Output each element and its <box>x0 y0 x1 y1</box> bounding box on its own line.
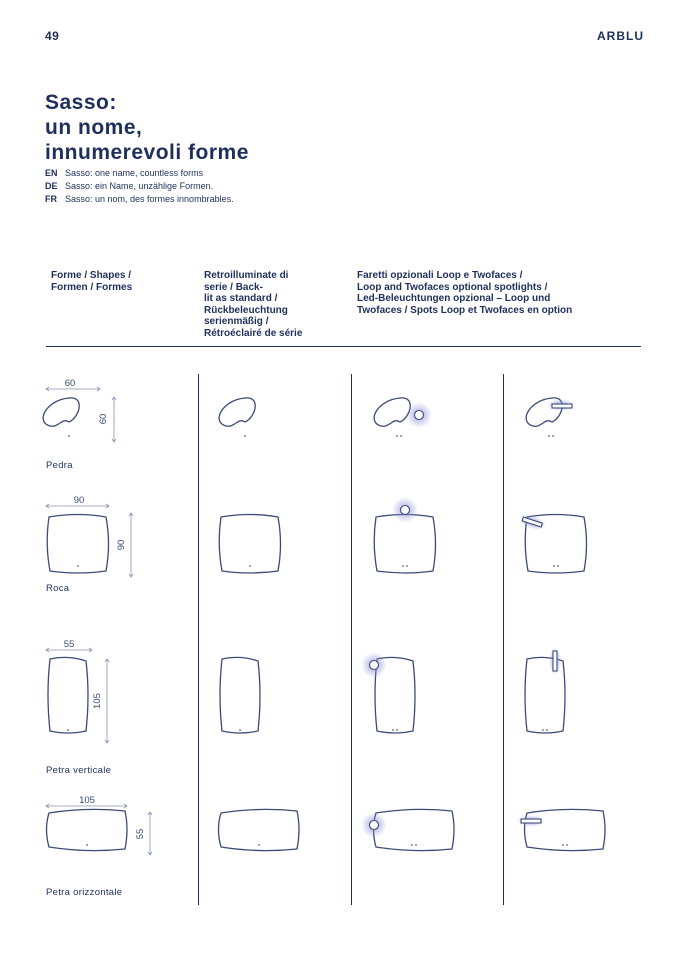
shape-label-petra-orizzontale: Petra orizzontale <box>46 887 123 898</box>
roca-width: 90 <box>73 495 85 506</box>
petra-verticale-height: 105 <box>92 693 103 709</box>
roca-backlit <box>219 515 280 574</box>
base-marks <box>67 436 568 845</box>
pedra-loop-spotlight <box>415 411 424 420</box>
pedra-height: 60 <box>98 413 109 425</box>
pedra-loop <box>374 398 410 426</box>
translation-en: EN Sasso: one name, countless forms <box>45 168 204 178</box>
shape-label-roca: Roca <box>46 583 70 594</box>
page-number: 49 <box>45 29 60 43</box>
pedra-backlit <box>219 398 255 426</box>
translation-fr: FR Sasso: un nom, des formes innombrables. <box>45 194 234 204</box>
column-header-shapes: Forme / Shapes / Formen / Formes <box>51 270 133 293</box>
roca-outline <box>47 515 108 574</box>
petra-orizzontale-loop-spotlight <box>370 821 379 830</box>
petra-verticale-width: 55 <box>63 639 75 650</box>
petra-orizzontale-backlit <box>219 809 300 850</box>
pedra-twofaces-spotlight <box>552 404 572 408</box>
title-line-3: innumerevoli forme <box>45 141 249 164</box>
petra-orizzontale-twofaces-spotlight <box>521 819 541 823</box>
shape-label-petra-verticale: Petra verticale <box>46 765 112 776</box>
petra-verticale-loop-spotlight <box>370 661 379 670</box>
pedra-outline <box>43 398 79 426</box>
petra-orizzontale-height: 55 <box>135 828 146 840</box>
title-line-1: Sasso: <box>45 91 117 114</box>
roca-loop-spotlight <box>401 506 410 515</box>
column-header-spotlights: Faretti opzionali Loop e Twofaces / Loop and Twofaces optional spotlights / Led-Beleuchtungen opzional – Loop und Twofaces / Spots Loop et Twofaces en option <box>357 270 573 316</box>
pedra-dimension-diagram <box>43 398 79 426</box>
column-header-backlit: Retroilluminate di serie / Back- lit as standard / Rückbeleuchtung serienmäßig / Rétroéclairé de série <box>204 270 303 339</box>
petra-verticale-backlit <box>220 657 260 733</box>
petra-orizzontale-outline <box>47 809 128 850</box>
shape-label-pedra: Pedra <box>46 460 73 471</box>
pedra-width: 60 <box>64 378 76 389</box>
brand-name: ARBLU <box>597 29 644 43</box>
roca-loop <box>374 515 435 574</box>
petra-verticale-twofaces-spotlight <box>553 651 557 671</box>
roca-height: 90 <box>116 539 127 551</box>
petra-orizzontale-width: 105 <box>79 795 95 806</box>
translation-de: DE Sasso: ein Name, unzählige Formen. <box>45 181 214 191</box>
petra-verticale-outline <box>48 657 88 733</box>
title-line-2: un nome, <box>45 116 143 139</box>
